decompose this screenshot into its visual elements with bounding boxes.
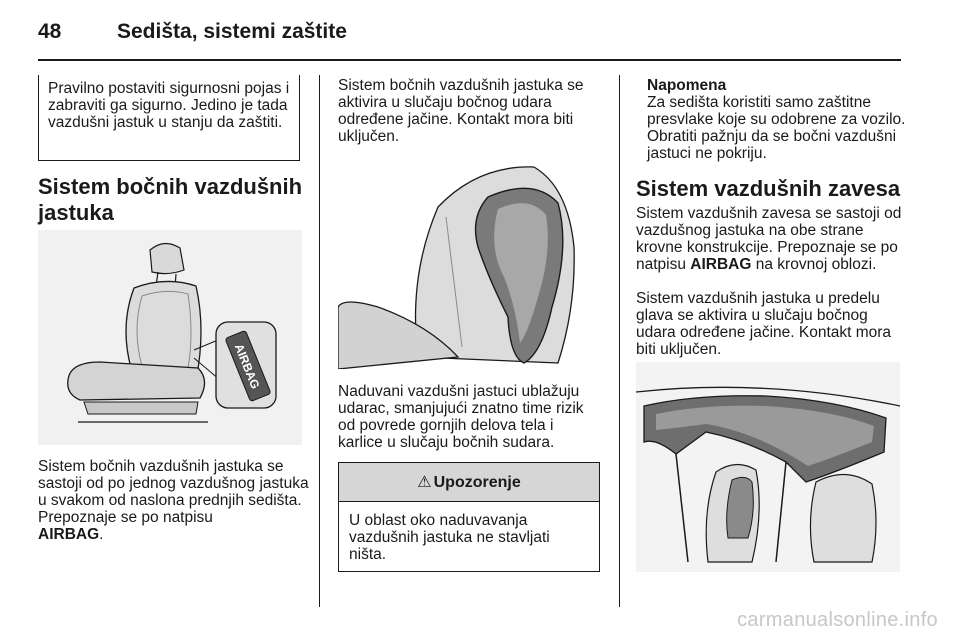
curtain-airbag-paragraph-1 — [636, 205, 908, 273]
side-airbag-paragraph — [38, 458, 310, 543]
inflated-airbag-text: Naduvani vazdušni jastuci ublažuju udarac, smanjujući znatno time rizik od povrede gornjih delova tela i karlice u slučaju bočnih sudara. — [338, 383, 584, 451]
column-divider-2 — [619, 75, 620, 607]
header-rule — [38, 59, 901, 61]
curtain-airbag-paragraph-2 — [636, 290, 908, 358]
warning-icon: ⚠ — [417, 473, 432, 491]
note-text: Za sedišta koristiti samo zaštitne presvlake koje su odobrene za vozilo. Obratiti pažnju da se bočni vazdušni jastuci ne pokriju. — [647, 94, 906, 162]
rear-seat — [810, 474, 876, 562]
warning-box — [338, 462, 600, 572]
curtain-airbag-figure — [636, 362, 900, 572]
seat-side-airbag — [727, 477, 754, 538]
seatbelt-notice-box — [38, 75, 300, 161]
side-airbag-text: Sistem bočnih vazdušnih jastuka se sastoji od po jednog vazdušnog jastuka u svakom od naslona prednjih sedišta. Prepoznaje se po natpisu — [38, 458, 309, 526]
curtain-airbag-text-1-end: na krovnoj oblozi. — [755, 256, 877, 273]
side-airbag-heading: Sistem bočnih vazdušnih jastuka — [38, 174, 303, 225]
seat-cushion — [68, 362, 205, 400]
section-title: Sedišta, sistemi zaštite — [117, 20, 347, 43]
column-divider-1 — [319, 75, 320, 607]
curtain-airbag-label-bold: AIRBAG — [690, 256, 752, 273]
seat-airbag-label-figure — [38, 230, 302, 445]
seat-rails — [84, 402, 198, 414]
inflated-side-airbag-figure — [338, 157, 602, 369]
airbag-label-text: AIRBAG — [231, 341, 263, 391]
side-airbag-label-bold: AIRBAG — [38, 526, 100, 543]
footer-watermark: carmanualsonline.info — [737, 609, 938, 631]
side-airbag-activation-text: Sistem bočnih vazdušnih jastuka se aktivira u slučaju bočnog udara određene jačine. Kontakt mora biti uključen. — [338, 77, 584, 145]
curtain-airbag-text-2: Sistem vazdušnih jastuka u predelu glava se aktivira u slučaju bočnog udara određene jačine. Kontakt mora biti uključen. — [636, 290, 892, 358]
side-airbag-period: . — [99, 526, 104, 543]
curtain-airbag-text-1: Sistem vazdušnih zavesa se sastoji od vazdušnog jastuka na obe strane krovne konstrukcije. Prepoznaje se po natpisu — [636, 205, 902, 273]
warning-header — [339, 463, 599, 502]
seatbelt-notice-text: Pravilno postaviti sigurnosni pojas i zabraviti ga sigurno. Jedino je tada vazdušni jastuk u stanju da zaštiti. — [48, 80, 290, 131]
note-block — [647, 77, 907, 162]
curtain-airbag-heading: Sistem vazdušnih zavesa — [636, 176, 901, 201]
headrest — [150, 243, 184, 273]
warning-title: Upozorenje — [433, 473, 521, 491]
note-title: Napomena — [647, 77, 727, 94]
warning-text: U oblast oko naduvavanja vazdušnih jastuka ne stavljati ništa. — [349, 512, 550, 563]
side-airbag-activation-paragraph — [338, 77, 602, 145]
page-number: 48 — [38, 20, 62, 43]
inflated-airbag-paragraph — [338, 383, 602, 451]
